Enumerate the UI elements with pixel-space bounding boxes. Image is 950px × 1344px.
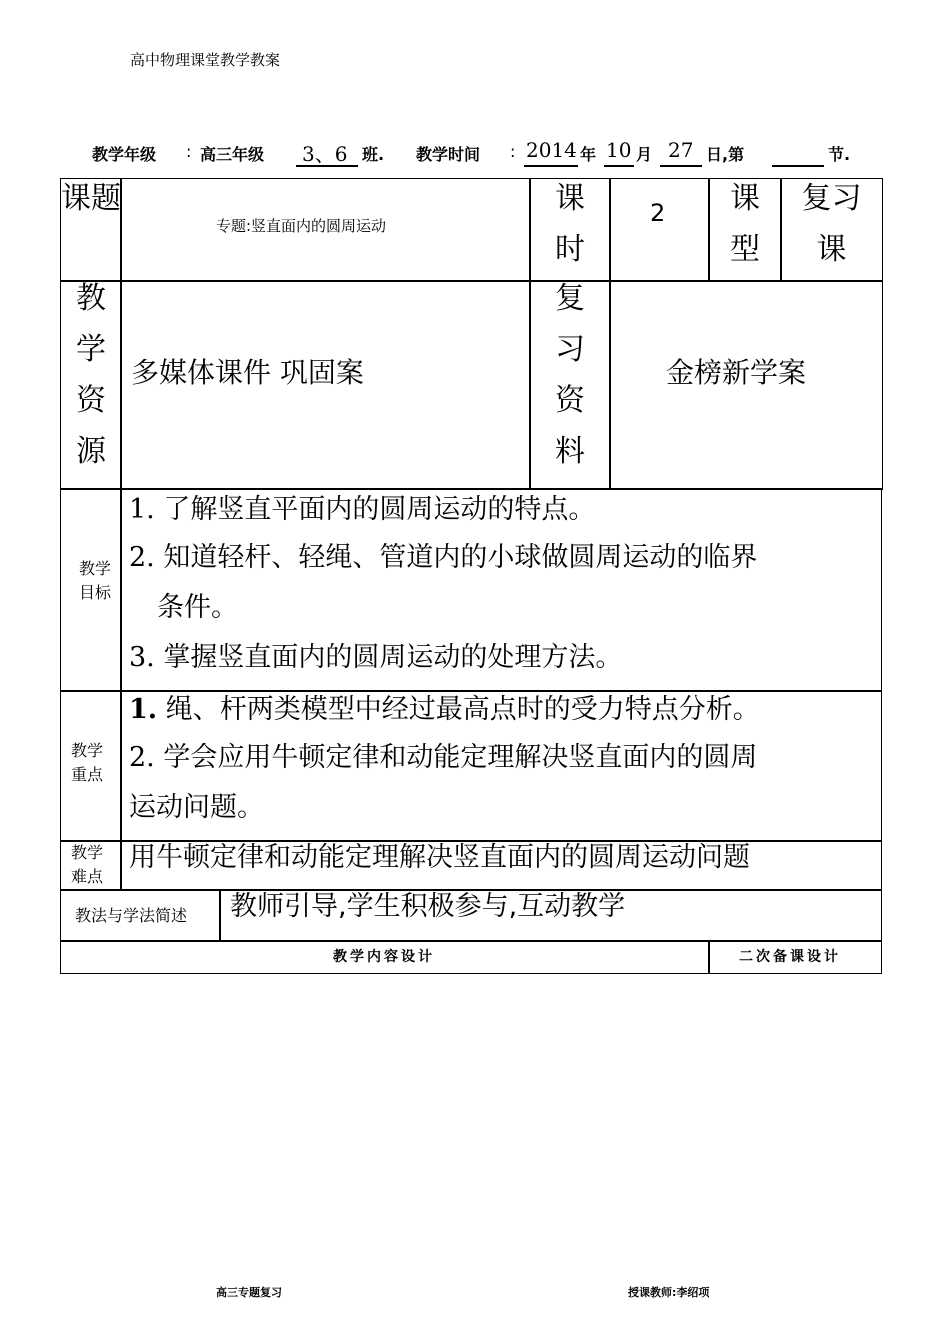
period-blank	[772, 165, 824, 167]
review-value-cell	[609, 280, 883, 490]
review-value: 金榜新学案	[666, 356, 807, 389]
secondary-design-cell	[708, 940, 882, 974]
method-label: 教法与学法简述	[75, 906, 188, 925]
topic-label-cell	[60, 178, 122, 282]
resource-value: 多媒体课件 巩固案	[131, 356, 364, 389]
resource-label: 教学资源	[76, 281, 106, 469]
keypoint-item-1-text: 绳、杆两类模型中经过最高点时的受力特点分析。	[165, 694, 760, 725]
content-design-cell	[60, 940, 710, 974]
resource-label-cell	[60, 280, 122, 490]
review-label-cell	[529, 280, 611, 490]
difficulty-value: 用牛顿定律和动能定理解决竖直面内的圆周运动问题	[129, 842, 750, 873]
grade-colon: :	[186, 142, 192, 161]
type-label: 课型	[730, 181, 760, 267]
goal-item-2-cont: 条件。	[157, 592, 238, 623]
footer-left: 高三专题复习	[216, 1286, 282, 1299]
topic-label: 课题	[61, 181, 121, 216]
keypoint-item-1-num: 1.	[129, 694, 158, 725]
secondary-design-label: 二次备课设计	[739, 949, 841, 965]
goal-item-1: 1. 了解竖直平面内的圆周运动的特点。	[129, 494, 596, 525]
class-underline	[296, 165, 358, 167]
keypoints-label-cell	[60, 690, 122, 842]
goal-item-3: 3. 掌握竖直面内的圆周运动的处理方法。	[129, 642, 623, 673]
day-unit: 日,第	[706, 145, 745, 164]
year-underline	[524, 165, 578, 167]
hours-value: 2	[650, 199, 666, 227]
page-header-title: 高中物理课堂教学教案	[130, 51, 281, 69]
grade-value: 高三年级	[200, 145, 265, 164]
year-unit: 年	[580, 145, 597, 164]
time-colon: :	[510, 142, 516, 161]
class-numbers: 3、6	[302, 142, 348, 166]
grade-label: 教学年级	[92, 145, 157, 164]
time-label: 教学时间	[416, 145, 481, 164]
method-content-cell	[219, 889, 882, 942]
difficulty-label: 教学难点	[71, 843, 104, 886]
year-value: 2014	[526, 138, 577, 162]
month-value: 10	[606, 138, 632, 162]
topic-value-cell	[120, 178, 531, 282]
goals-content-cell	[120, 488, 882, 692]
keypoints-content-cell	[120, 690, 882, 842]
month-unit: 月	[636, 145, 653, 164]
topic-value: 专题:竖直面内的圆周运动	[216, 217, 387, 235]
difficulty-label-cell	[60, 840, 122, 891]
type-label-cell	[708, 178, 782, 282]
goal-item-2: 2. 知道轻杆、轻绳、管道内的小球做圆周运动的临界	[129, 542, 758, 573]
hours-label: 课时	[555, 181, 585, 267]
resource-value-cell	[120, 280, 531, 490]
keypoint-item-2-cont: 运动问题。	[129, 792, 264, 823]
review-label: 复习资料	[555, 281, 585, 469]
period-unit: 节.	[828, 145, 851, 164]
method-value: 教师引导,学生积极参与,互动教学	[230, 891, 626, 922]
content-design-label: 教学内容设计	[333, 949, 435, 965]
class-suffix: 班.	[362, 145, 385, 164]
keypoint-item-1	[129, 687, 760, 726]
hours-value-cell	[609, 178, 710, 282]
goals-label: 教学目标	[79, 559, 112, 602]
keypoint-item-2: 2. 学会应用牛顿定律和动能定理解决竖直面内的圆周	[129, 742, 758, 773]
hours-label-cell	[529, 178, 611, 282]
day-underline	[660, 165, 702, 167]
type-value: 复习课	[801, 181, 862, 267]
type-value-cell	[780, 178, 883, 282]
keypoints-label: 教学重点	[71, 741, 104, 784]
month-underline	[604, 165, 634, 167]
day-value: 27	[668, 138, 694, 162]
footer-right: 授课教师:李绍项	[628, 1286, 710, 1299]
goals-label-cell	[60, 488, 122, 692]
method-label-cell	[60, 889, 221, 942]
